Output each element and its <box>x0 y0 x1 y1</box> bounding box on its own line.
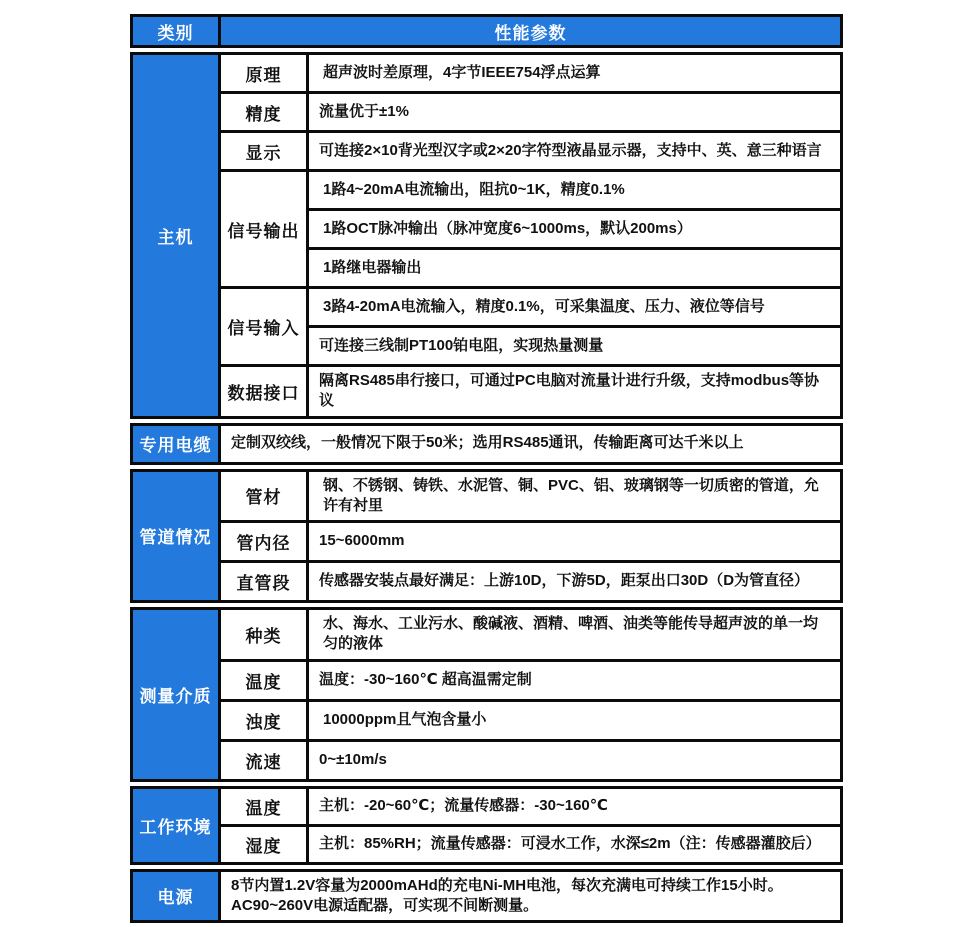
power-line-1: 8节内置1.2V容量为2000mAHd的充电Ni-MH电池，每次充满电可持续工作15小时。 <box>231 876 783 894</box>
param-value-pipe-diameter: 15~6000mm <box>309 523 840 560</box>
header-category-cell: 类别 <box>133 17 218 45</box>
param-value-signal-input-2: 可连接三线制PT100铂电阻，实现热量测量 <box>309 328 840 364</box>
param-value-cable: 定制双绞线，一般情况下限于50米；选用RS485通讯，传输距离可达千米以上 <box>221 426 840 462</box>
category-cell-cable: 专用电缆 <box>133 426 218 462</box>
table-header-row <box>130 14 843 48</box>
param-label-medium-type: 种类 <box>221 610 306 659</box>
section-cable <box>130 423 843 465</box>
spec-table <box>130 14 843 927</box>
category-cell-medium: 测量介质 <box>133 610 218 779</box>
param-label-pipe-material: 管材 <box>221 472 306 521</box>
param-label-straight-pipe: 直管段 <box>221 563 306 600</box>
param-label-accuracy: 精度 <box>221 94 306 130</box>
param-value-accuracy: 流量优于±1% <box>309 94 840 130</box>
section-medium <box>130 607 843 782</box>
param-value-medium-temperature: 温度：-30~160℃ 超高温需定制 <box>309 662 840 699</box>
param-label-data-interface: 数据接口 <box>221 367 306 416</box>
category-cell-pipe: 管道情况 <box>133 472 218 601</box>
param-label-medium-temperature: 温度 <box>221 662 306 699</box>
param-value-signal-output-3: 1路继电器输出 <box>309 250 840 286</box>
param-label-flow-velocity: 流速 <box>221 742 306 779</box>
param-value-data-interface: 隔离RS485串行接口，可通过PC电脑对流量计进行升级，支持modbus等协议 <box>309 367 840 416</box>
param-label-signal-output: 信号输出 <box>221 172 306 286</box>
param-value-medium-type: 水、海水、工业污水、酸碱液、酒精、啤酒、油类等能传导超声波的单一均匀的液体 <box>309 610 840 659</box>
param-label-pipe-diameter: 管内径 <box>221 523 306 560</box>
category-cell-environment: 工作环境 <box>133 789 218 862</box>
param-value-env-temperature: 主机：-20~60℃；流量传感器：-30~160℃ <box>309 789 840 824</box>
category-cell-host: 主机 <box>133 55 218 416</box>
param-value-straight-pipe: 传感器安装点最好满足：上游10D，下游5D，距泵出口30D（D为管直径） <box>309 563 840 600</box>
section-environment <box>130 786 843 865</box>
header-params-cell: 性能参数 <box>221 17 840 45</box>
param-label-display: 显示 <box>221 133 306 169</box>
power-line-2: AC90~260V电源适配器，可实现不间断测量。 <box>231 896 539 914</box>
param-label-turbidity: 浊度 <box>221 702 306 739</box>
param-value-principle: 超声波时差原理，4字节IEEE754浮点运算 <box>309 55 840 91</box>
section-pipe <box>130 469 843 604</box>
param-value-turbidity: 10000ppm且气泡含量小 <box>309 702 840 739</box>
param-value-signal-input-1: 3路4-20mA电流输入，精度0.1%，可采集温度、压力、液位等信号 <box>309 289 840 325</box>
param-value-signal-output-1: 1路4~20mA电流输出，阻抗0~1K，精度0.1% <box>309 172 840 208</box>
param-label-env-humidity: 湿度 <box>221 827 306 862</box>
section-host <box>130 52 843 419</box>
param-label-principle: 原理 <box>221 55 306 91</box>
category-cell-power: 电源 <box>133 872 218 921</box>
param-value-env-humidity: 主机：85%RH；流量传感器：可浸水工作，水深≤2m（注：传感器灌胶后） <box>309 827 840 862</box>
param-value-power <box>221 872 840 921</box>
param-value-pipe-material: 钢、不锈钢、铸铁、水泥管、铜、PVC、铝、玻璃钢等一切质密的管道，允许有衬里 <box>309 472 840 521</box>
param-value-flow-velocity: 0~±10m/s <box>309 742 840 779</box>
param-label-signal-input: 信号输入 <box>221 289 306 364</box>
param-value-display: 可连接2×10背光型汉字或2×20字符型液晶显示器，支持中、英、意三种语言 <box>309 133 840 169</box>
param-value-signal-output-2: 1路OCT脉冲输出（脉冲宽度6~1000ms，默认200ms） <box>309 211 840 247</box>
param-label-env-temperature: 温度 <box>221 789 306 824</box>
